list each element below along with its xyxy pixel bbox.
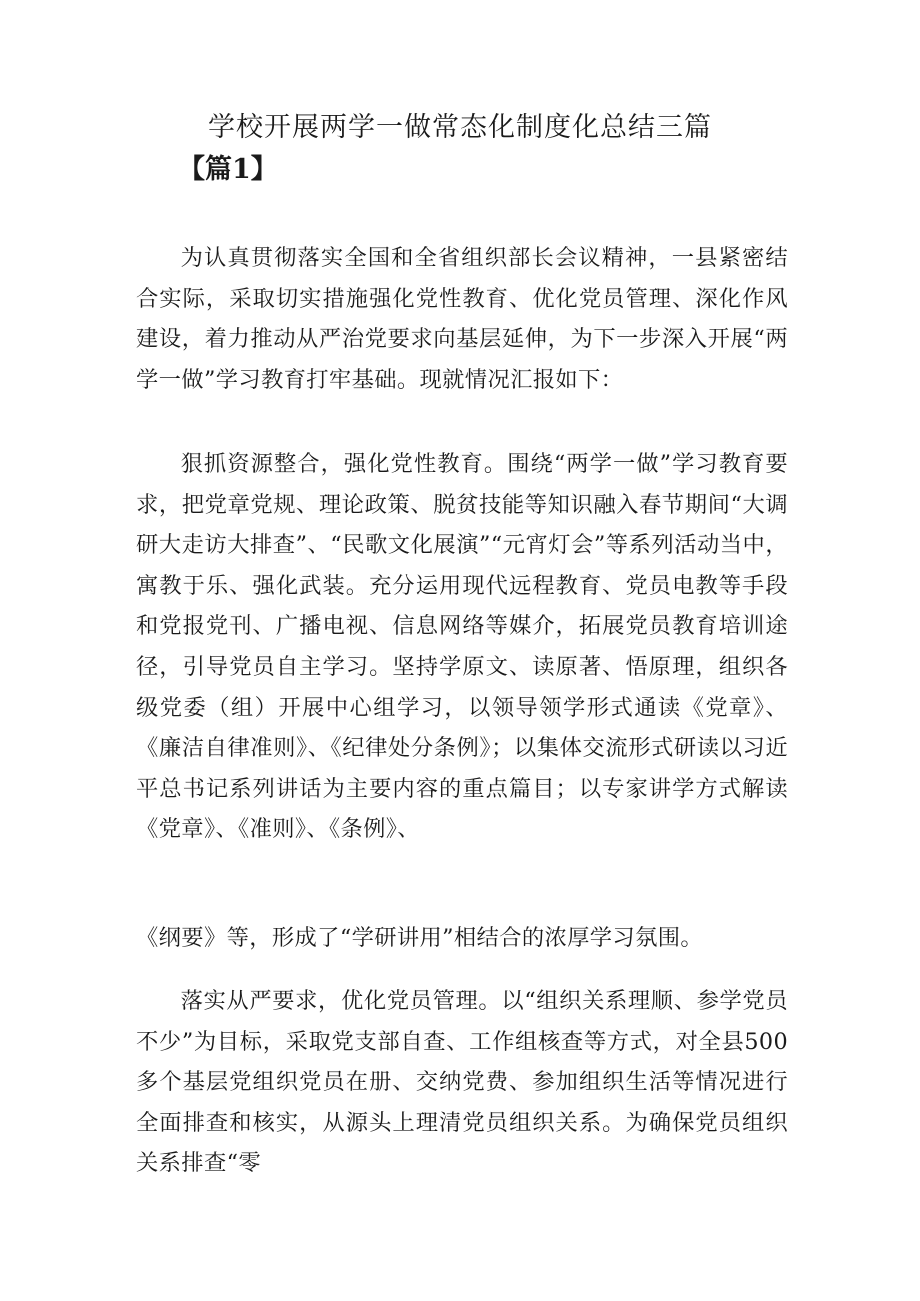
section-heading: 【篇1】 [178, 154, 278, 185]
paragraph-continuation: 《纲要》等，形成了“学研讲用”相结合的浓厚学习氛围。 [136, 925, 704, 951]
paragraph-party-education: 狠抓资源整合，强化党性教育。围绕“两学一做”学习教育要求，把党章党规、理论政策、脱贫技能等知识融入春节期间“大调研大走访大排查”、“民歌文化展演”“元宵灯会”等系列活动当中，寓教于乐、强化武装。充分运用现代远程教育、党员电教等手段和党报党刊、广播电视、信息网络等媒介，拓展党员教育培训途径，引导党员自主学习。坚持学原文、读原著、悟原理，组织各级党委（组）开展中心组学习，以领导领学形式通读《党章》、《廉洁自律准则》、《纪律处分条例》；以集体交流形式研读以习近平总书记系列讲话为主要内容的重点篇目；以专家讲学方式解读《党章》、《准则》、《条例》、 [136, 451, 788, 843]
paragraph-member-management: 落实从严要求，优化党员管理。以“组织关系理顺、参学党员不少”为目标，采取党支部自查、工作组核查等方式，对全县500多个基层党组织党员在册、交纳党费、参加组织生活等情况进行全面排查和核实，从源头上理清党员组织关系。为确保党员组织关系排查“零 [136, 988, 788, 1177]
document-title: 学校开展两学一做常态化制度化总结三篇 [208, 112, 712, 143]
paragraph-intro: 为认真贯彻落实全国和全省组织部长会议精神，一县紧密结合实际，采取切实措施强化党性教育、优化党员管理、深化作风建设，着力推动从严治党要求向基层延伸，为下一步深入开展“两学一做”学习教育打牢基础。现就情况汇报如下： [136, 245, 788, 393]
